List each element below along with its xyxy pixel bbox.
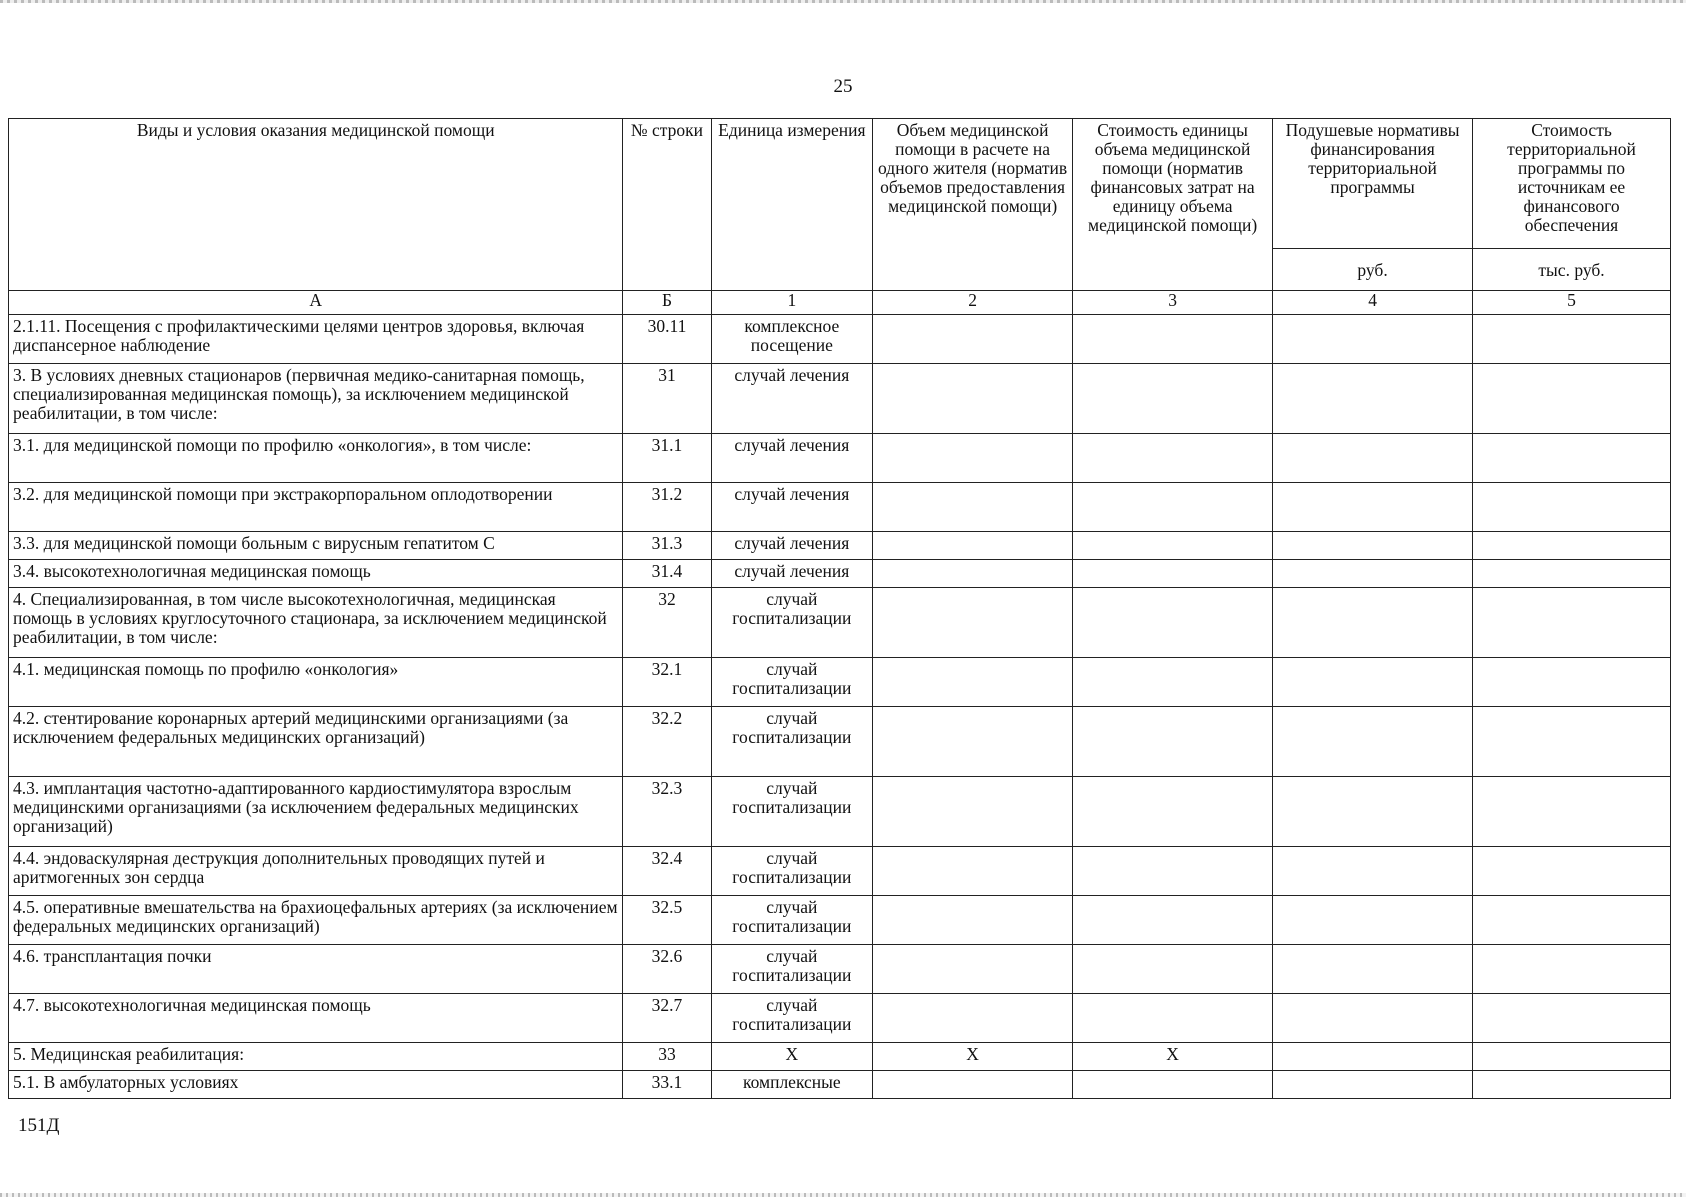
- index-cell: 5: [1473, 291, 1671, 315]
- row-program-cost: [1473, 777, 1671, 847]
- row-description: 3.2. для медицинской помощи при экстракорпоральном оплодотворении: [9, 483, 623, 532]
- row-description: 4.7. высокотехнологичная медицинская помощь: [9, 994, 623, 1043]
- row-unit: случай лечения: [711, 364, 873, 434]
- row-unit-cost: [1073, 560, 1273, 588]
- row-number: 30.11: [623, 315, 711, 364]
- medical-care-table: [8, 118, 1671, 1099]
- header-col-1: Единица измерения: [711, 119, 873, 291]
- table-row: [9, 777, 1671, 847]
- row-per-capita: [1273, 483, 1473, 532]
- row-per-capita: [1273, 1043, 1473, 1071]
- table-row: [9, 994, 1671, 1043]
- row-program-cost: [1473, 483, 1671, 532]
- row-volume: [873, 483, 1073, 532]
- row-per-capita: [1273, 777, 1473, 847]
- footer-code: 151Д: [18, 1115, 60, 1136]
- row-description: 4.2. стентирование коронарных артерий медицинскими организациями (за исключением федеральных медицинских организаций): [9, 707, 623, 777]
- row-number: 33: [623, 1043, 711, 1071]
- table-row: [9, 560, 1671, 588]
- row-per-capita: [1273, 560, 1473, 588]
- row-unit: случай госпитализации: [711, 896, 873, 945]
- row-unit-cost: Х: [1073, 1043, 1273, 1071]
- table-row: [9, 707, 1671, 777]
- row-number: 33.1: [623, 1071, 711, 1099]
- row-per-capita: [1273, 658, 1473, 707]
- table-row: [9, 847, 1671, 896]
- scan-edge-top: [0, 0, 1686, 3]
- row-description: 5. Медицинская реабилитация:: [9, 1043, 623, 1071]
- row-unit-cost: [1073, 588, 1273, 658]
- header-unit-4: руб.: [1273, 249, 1473, 291]
- row-volume: [873, 945, 1073, 994]
- row-number: 31.4: [623, 560, 711, 588]
- header-col-3: Стоимость единицы объема медицинской помощи (норматив финансовых затрат на единицу объема медицинской помощи): [1073, 119, 1273, 291]
- header-unit-5: тыс. руб.: [1473, 249, 1671, 291]
- row-program-cost: [1473, 588, 1671, 658]
- row-number: 32: [623, 588, 711, 658]
- table-row: [9, 483, 1671, 532]
- row-program-cost: [1473, 658, 1671, 707]
- row-program-cost: [1473, 896, 1671, 945]
- row-volume: [873, 434, 1073, 483]
- row-program-cost: [1473, 434, 1671, 483]
- row-unit-cost: [1073, 945, 1273, 994]
- index-row: [9, 291, 1671, 315]
- row-description: 3.1. для медицинской помощи по профилю «онкология», в том числе:: [9, 434, 623, 483]
- row-unit-cost: [1073, 707, 1273, 777]
- row-unit-cost: [1073, 896, 1273, 945]
- row-per-capita: [1273, 707, 1473, 777]
- header-col-2: Объем медицинской помощи в расчете на одного жителя (норматив объемов предоставления медицинской помощи): [873, 119, 1073, 291]
- header-row: [9, 119, 1671, 249]
- row-description: 3. В условиях дневных стационаров (первичная медико-санитарная помощь, специализированная медицинская помощь), за исключением медицинской реабилитации, в том числе:: [9, 364, 623, 434]
- page-number: 25: [833, 76, 853, 97]
- row-program-cost: [1473, 707, 1671, 777]
- row-unit: случай госпитализации: [711, 777, 873, 847]
- row-per-capita: [1273, 315, 1473, 364]
- index-cell: 1: [711, 291, 873, 315]
- table-row: [9, 1071, 1671, 1099]
- row-volume: [873, 847, 1073, 896]
- row-volume: [873, 560, 1073, 588]
- row-program-cost: [1473, 1043, 1671, 1071]
- index-cell: 4: [1273, 291, 1473, 315]
- row-description: 5.1. В амбулаторных условиях: [9, 1071, 623, 1099]
- row-unit-cost: [1073, 483, 1273, 532]
- row-program-cost: [1473, 364, 1671, 434]
- row-per-capita: [1273, 532, 1473, 560]
- row-description: 4. Специализированная, в том числе высокотехнологичная, медицинская помощь в условиях круглосуточного стационара, за исключением медицинской реабилитации, в том числе:: [9, 588, 623, 658]
- row-program-cost: [1473, 847, 1671, 896]
- table-row: [9, 364, 1671, 434]
- row-number: 31.2: [623, 483, 711, 532]
- row-unit: случай лечения: [711, 532, 873, 560]
- index-cell: Б: [623, 291, 711, 315]
- table-row: [9, 588, 1671, 658]
- row-unit-cost: [1073, 658, 1273, 707]
- row-volume: [873, 994, 1073, 1043]
- table-row: [9, 315, 1671, 364]
- row-unit: случай лечения: [711, 434, 873, 483]
- row-volume: [873, 896, 1073, 945]
- row-per-capita: [1273, 364, 1473, 434]
- index-cell: 3: [1073, 291, 1273, 315]
- row-unit-cost: [1073, 364, 1273, 434]
- index-cell: 2: [873, 291, 1073, 315]
- row-volume: [873, 658, 1073, 707]
- row-unit: случай госпитализации: [711, 994, 873, 1043]
- row-program-cost: [1473, 315, 1671, 364]
- row-number: 32.7: [623, 994, 711, 1043]
- row-unit: случай госпитализации: [711, 945, 873, 994]
- table-row: [9, 532, 1671, 560]
- row-number: 32.4: [623, 847, 711, 896]
- row-unit: случай госпитализации: [711, 847, 873, 896]
- table-row: [9, 1043, 1671, 1071]
- row-per-capita: [1273, 1071, 1473, 1099]
- row-volume: [873, 315, 1073, 364]
- row-number: 32.6: [623, 945, 711, 994]
- row-program-cost: [1473, 994, 1671, 1043]
- table-row: [9, 658, 1671, 707]
- row-program-cost: [1473, 945, 1671, 994]
- row-description: 2.1.11. Посещения с профилактическими целями центров здоровья, включая диспансерное наблюдение: [9, 315, 623, 364]
- table-row: [9, 945, 1671, 994]
- row-unit-cost: [1073, 994, 1273, 1043]
- row-unit-cost: [1073, 777, 1273, 847]
- row-number: 32.1: [623, 658, 711, 707]
- row-description: 3.3. для медицинской помощи больным с вирусным гепатитом С: [9, 532, 623, 560]
- row-volume: [873, 364, 1073, 434]
- row-description: 4.6. трансплантация почки: [9, 945, 623, 994]
- row-volume: [873, 1071, 1073, 1099]
- row-description: 4.3. имплантация частотно-адаптированного кардиостимулятора взрослым медицинскими организациями (за исключением федеральных медицинских организаций): [9, 777, 623, 847]
- scan-edge-bottom: [0, 1193, 1686, 1197]
- row-unit: случай госпитализации: [711, 588, 873, 658]
- row-number: 32.2: [623, 707, 711, 777]
- row-unit-cost: [1073, 434, 1273, 483]
- table-row: [9, 434, 1671, 483]
- row-per-capita: [1273, 896, 1473, 945]
- row-number: 32.3: [623, 777, 711, 847]
- row-description: 3.4. высокотехнологичная медицинская помощь: [9, 560, 623, 588]
- row-per-capita: [1273, 994, 1473, 1043]
- row-description: 4.1. медицинская помощь по профилю «онкология»: [9, 658, 623, 707]
- row-unit-cost: [1073, 1071, 1273, 1099]
- row-per-capita: [1273, 588, 1473, 658]
- row-unit: комплексные: [711, 1071, 873, 1099]
- row-program-cost: [1473, 560, 1671, 588]
- row-program-cost: [1473, 1071, 1671, 1099]
- index-cell: А: [9, 291, 623, 315]
- row-description: 4.4. эндоваскулярная деструкция дополнительных проводящих путей и аритмогенных зон сердца: [9, 847, 623, 896]
- row-unit-cost: [1073, 315, 1273, 364]
- row-unit-cost: [1073, 532, 1273, 560]
- row-unit: случай госпитализации: [711, 658, 873, 707]
- table-row: [9, 896, 1671, 945]
- row-program-cost: [1473, 532, 1671, 560]
- row-unit: случай лечения: [711, 560, 873, 588]
- row-description: 4.5. оперативные вмешательства на брахиоцефальных артериях (за исключением федеральных медицинских организаций): [9, 896, 623, 945]
- header-col-4: Подушевые нормативы финансирования территориальной программы: [1273, 119, 1473, 249]
- row-number: 31: [623, 364, 711, 434]
- row-volume: [873, 588, 1073, 658]
- row-unit: Х: [711, 1043, 873, 1071]
- row-unit: комплексное посещение: [711, 315, 873, 364]
- row-unit: случай лечения: [711, 483, 873, 532]
- row-per-capita: [1273, 847, 1473, 896]
- header-col-5: Стоимость территориальной программы по источникам ее финансового обеспечения: [1473, 119, 1671, 249]
- row-number: 31.3: [623, 532, 711, 560]
- row-per-capita: [1273, 434, 1473, 483]
- row-volume: [873, 707, 1073, 777]
- row-number: 31.1: [623, 434, 711, 483]
- row-unit: случай госпитализации: [711, 707, 873, 777]
- row-unit-cost: [1073, 847, 1273, 896]
- header-col-a: Виды и условия оказания медицинской помощи: [9, 119, 623, 291]
- header-col-b: № строки: [623, 119, 711, 291]
- row-per-capita: [1273, 945, 1473, 994]
- row-volume: [873, 532, 1073, 560]
- row-volume: [873, 777, 1073, 847]
- row-number: 32.5: [623, 896, 711, 945]
- row-volume: Х: [873, 1043, 1073, 1071]
